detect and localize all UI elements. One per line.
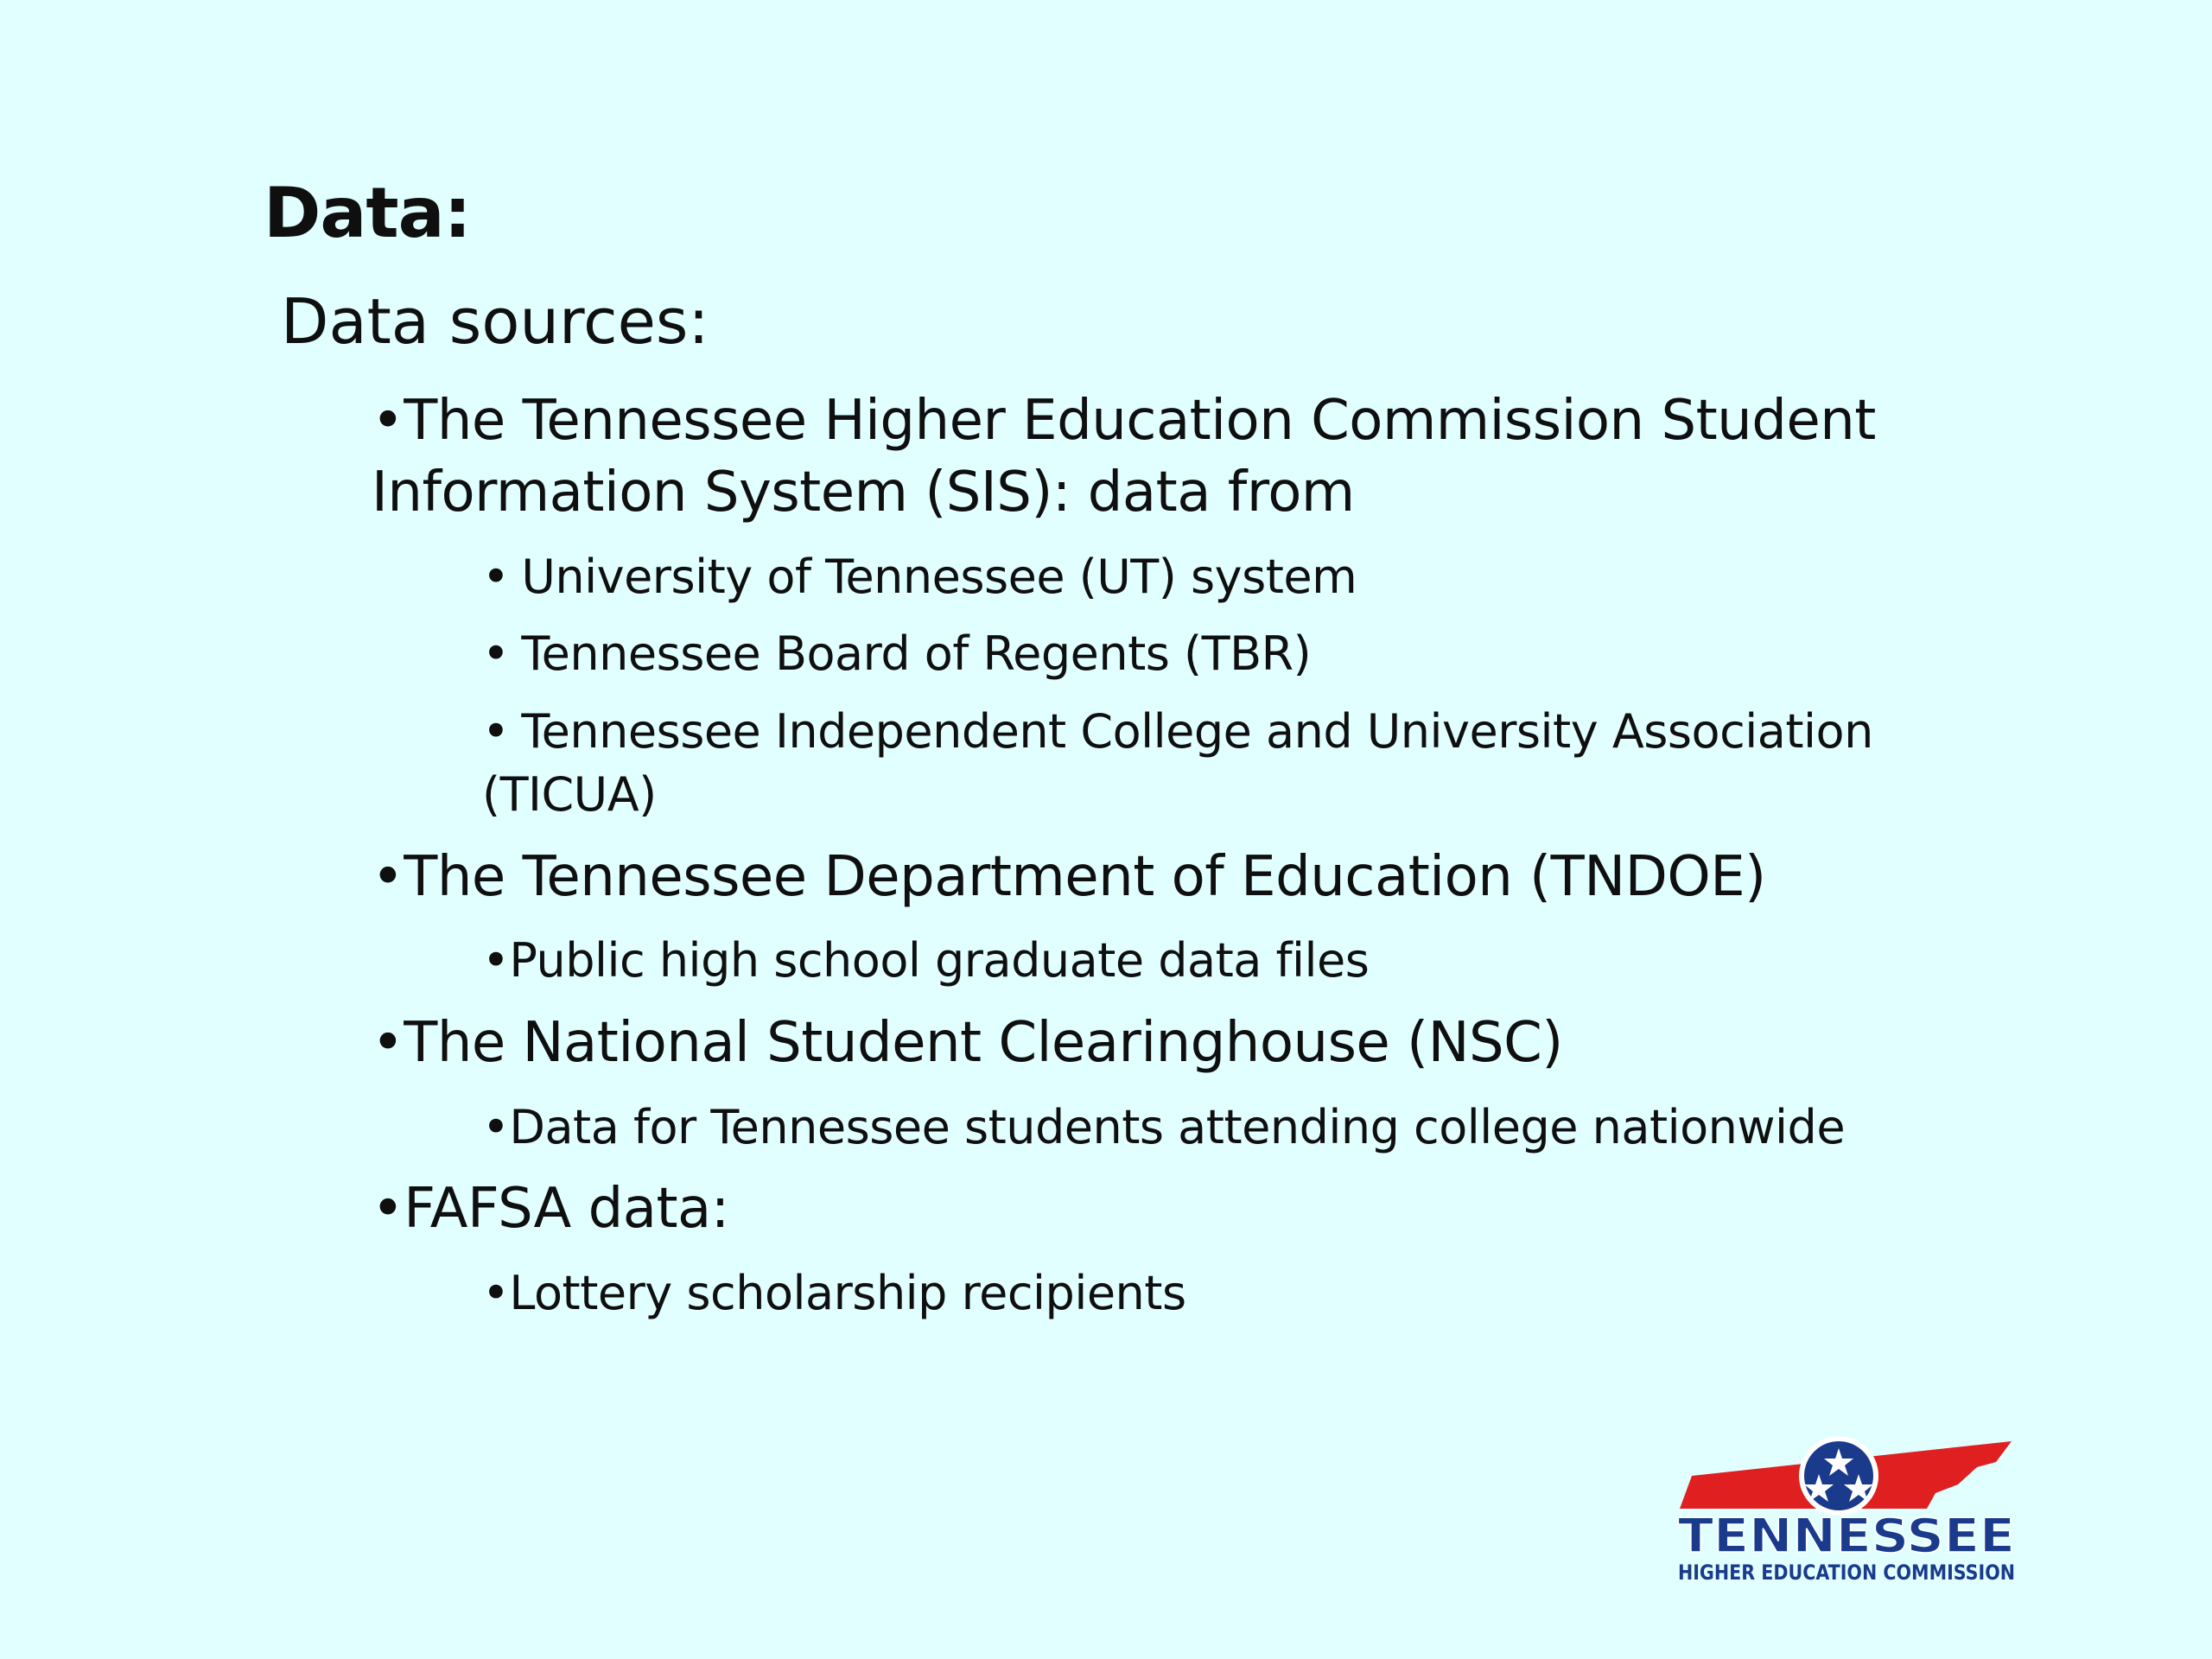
list-item-text: Tennessee Independent College and University Association: [521, 704, 1873, 759]
list-subitem-ticua: [482, 704, 1873, 759]
bullet: •: [482, 1100, 510, 1154]
list-item-nsc: [372, 1011, 1563, 1075]
bullet: •: [372, 1177, 404, 1241]
list-item-text: University of Tennessee (UT) system: [521, 550, 1357, 604]
list-item-text: Information System (SIS): data from: [372, 461, 1355, 524]
bullet: •: [372, 1011, 404, 1075]
slide-title: Data:: [264, 173, 471, 253]
list-item-fafsa: [372, 1177, 729, 1241]
bullet: •: [482, 1266, 510, 1320]
tennessee-higher-education-commission-logo: [1676, 1441, 2017, 1586]
list-item-text: Data for Tennessee students attending college nationwide: [509, 1100, 1846, 1154]
list-item-thec-sis: [372, 389, 1876, 453]
bullet: •: [482, 933, 510, 988]
list-item-tndoe: [372, 845, 1766, 909]
bullet: •: [482, 550, 510, 604]
list-subitem-tndoe-files: [482, 933, 1369, 988]
list-item-text: Public high school graduate data files: [509, 933, 1370, 988]
list-subitem-tbr: [482, 626, 1311, 681]
list-item-text: Tennessee Board of Regents (TBR): [521, 626, 1312, 681]
list-item-text: (TICUA): [482, 767, 657, 822]
list-subitem-nsc-data: [482, 1100, 1845, 1154]
logo-word: TENNESSEE: [1678, 1509, 2015, 1563]
list-item-thec-sis-cont: [372, 461, 1355, 524]
list-item-text: FAFSA data:: [404, 1177, 729, 1241]
list-item-text: Lottery scholarship recipients: [509, 1266, 1186, 1320]
bullet: •: [372, 389, 404, 453]
bullet: •: [482, 626, 510, 681]
list-subitem-lottery: [482, 1266, 1186, 1320]
logo-tagline: HIGHER EDUCATION COMMISSION: [1678, 1560, 2015, 1585]
slide-subtitle: Data sources:: [281, 285, 709, 358]
bullet: •: [372, 845, 404, 909]
list-item-text: The Tennessee Department of Education (TNDOE): [404, 845, 1766, 909]
list-item-text: The National Student Clearinghouse (NSC): [404, 1011, 1563, 1075]
bullet: •: [482, 704, 510, 759]
list-subitem-ticua-cont: [482, 767, 657, 822]
list-subitem-ut: [482, 550, 1357, 604]
list-item-text: The Tennessee Higher Education Commission Student: [404, 389, 1876, 453]
